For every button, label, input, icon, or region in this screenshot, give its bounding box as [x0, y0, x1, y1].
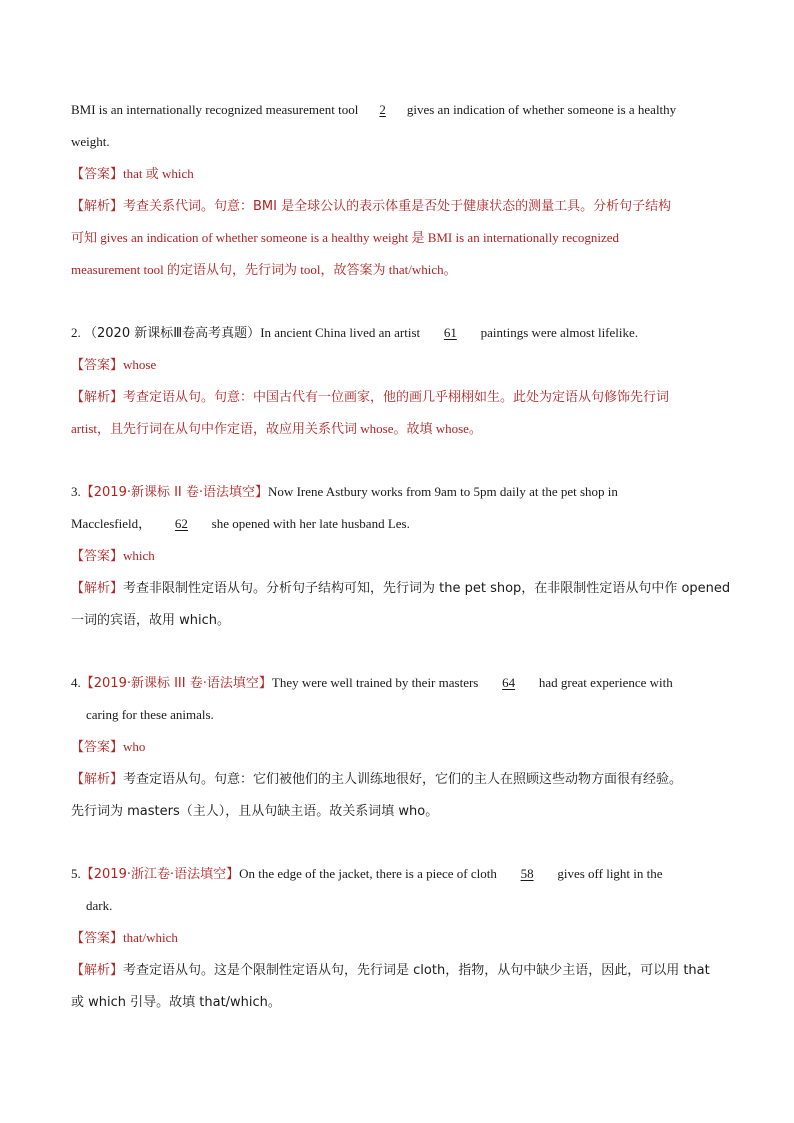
question-5-explanation: 【解析】考查定语从句。这是个限制性定语从句，先行词是 cloth，指物，从句中缺少主语，因此，可以用 that 或 which 引导。故填 that/which。: [71, 963, 710, 1010]
question-5-answer: 【答案】that/which: [71, 930, 178, 946]
blank-2: 2: [379, 102, 386, 117]
question-1-explanation: 【解析】考查关系代词。句意：BMI 是全球公认的表示体重是否处于健康状态的测量工具。分析句子结构 可知 gives an indication of whether someone is a healthy weight 是 BMI is an internationally recognized measurement tool 的定语从句，先行词为 tool，故答案为 that/which。: [71, 199, 672, 277]
blank-64: 64: [502, 675, 516, 690]
question-5: [71, 858, 731, 1018]
question-3-stem: 3.【2019·新课标 II 卷·语法填空】Now Irene Astbury works from 9am to 5pm daily at the pet shop in: [71, 484, 618, 500]
question-2-explanation: 【解析】考查定语从句。句意：中国古代有一位画家，他的画几乎栩栩如生。此处为定语从句修饰先行词 artist，且先行词在从句中作定语，故应用关系代词 whose。故填 whose。: [71, 390, 670, 436]
question-3-stem-cont: Macclesfield， 62 she opened with her late husband Les.: [71, 508, 731, 540]
question-1-stem: BMI is an internationally recognized measurement tool 2 gives an indication of whether someone is a healthy: [71, 94, 731, 126]
question-5-stem-cont: dark.: [86, 898, 113, 913]
question-1-answer: 【答案】that 或 which: [71, 166, 194, 182]
question-4: [71, 667, 731, 827]
blank-58: 58: [520, 866, 534, 881]
blank-62: 62: [174, 516, 188, 531]
question-4-stem: 4.【2019·新课标 III 卷·语法填空】They were well trained by their masters 64 had great experience with: [71, 667, 731, 699]
question-4-explanation: 【解析】考查定语从句。句意：它们被他们的主人训练地很好，它们的主人在照顾这些动物方面很有经验。 先行词为 masters（主人），且从句缺主语。故关系词填 who。: [71, 772, 683, 819]
question-3-answer: 【答案】which: [71, 548, 155, 564]
question-2-answer: 【答案】whose: [71, 357, 157, 373]
question-5-stem: 5.【2019·浙江卷·语法填空】On the edge of the jacket, there is a piece of cloth 58 gives off light in the: [71, 858, 731, 890]
question-2-stem: 2. （2020 新课标Ⅲ卷高考真题）In ancient China lived an artist 61 paintings were almost lifelike.: [71, 317, 731, 349]
question-3: [71, 476, 731, 636]
question-4-stem-cont: caring for these animals.: [86, 707, 214, 722]
question-1-stem-cont: weight.: [71, 134, 110, 149]
question-3-explanation: 【解析】考查非限制性定语从句。分析句子结构可知，先行词为 the pet shop，在非限制性定语从句中作 opened 一词的宾语，故用 which。: [71, 581, 731, 628]
question-1: [71, 94, 731, 286]
question-2: [71, 317, 731, 445]
blank-61: 61: [443, 325, 457, 340]
question-4-answer: 【答案】who: [71, 739, 146, 755]
